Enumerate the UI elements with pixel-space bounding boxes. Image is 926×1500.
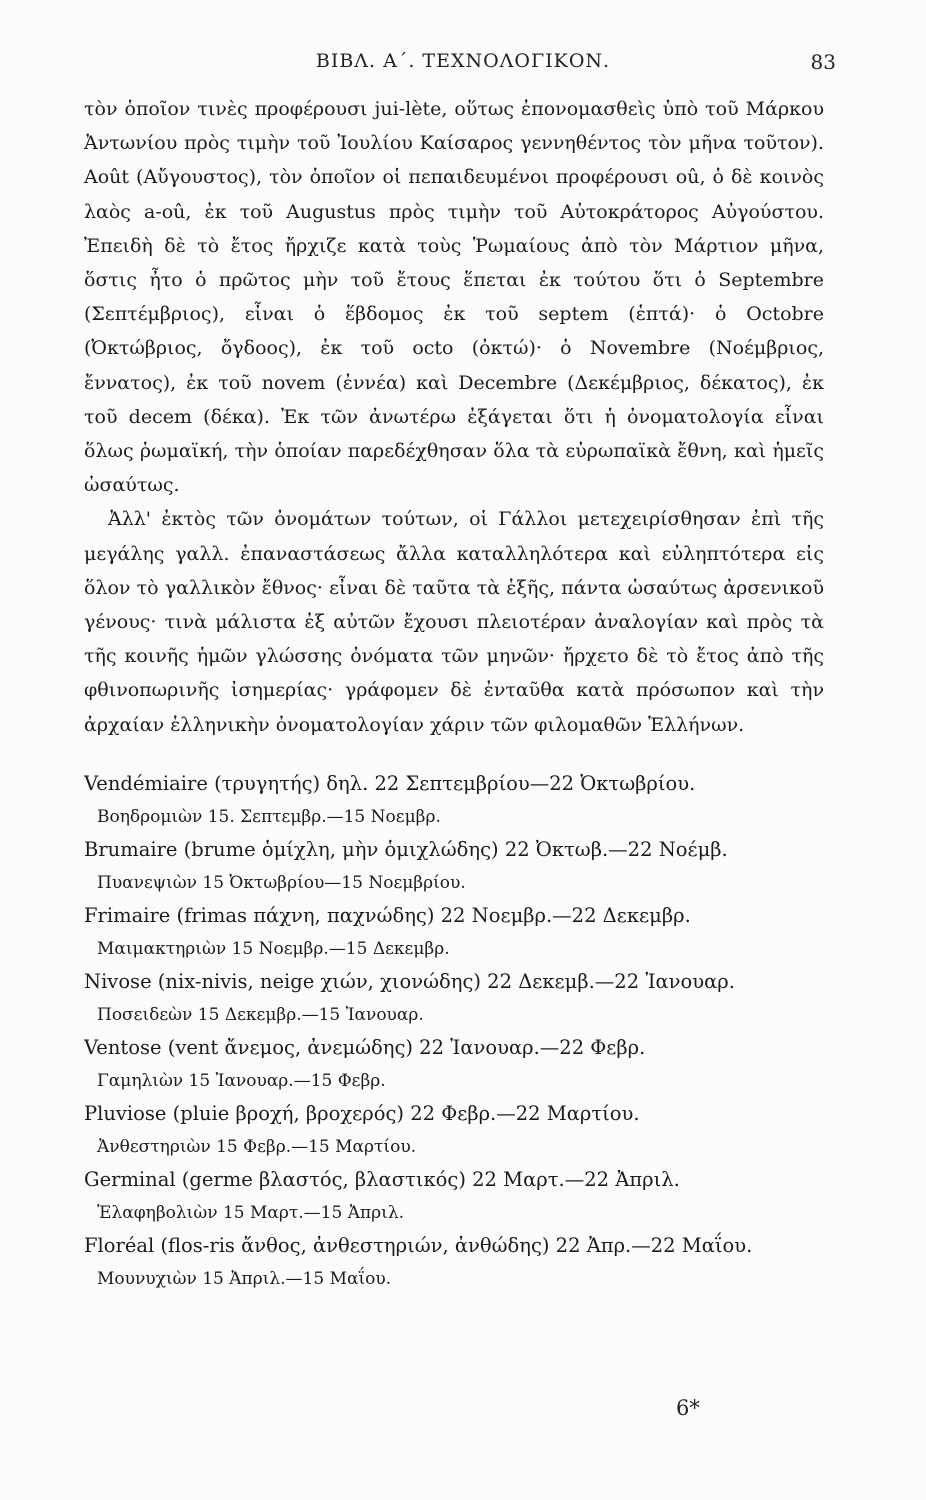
running-head: ΒΙΒΛ. Α΄. ΤΕΧΝΟΛΟΓΙΚΟΝ.	[315, 50, 611, 72]
month-french-line: Vendémiaire (τρυγητής) δηλ. 22 Σεπτεμβρίου—22 Ὀκτωβρίου.	[84, 772, 696, 795]
paragraph-roman-months: τὸν ὁποῖον τινὲς προφέρουσι jui-lète, οὕτως ἐπονομασθεὶς ὑπὸ τοῦ Μάρκου Ἀντωνίου πρὸς τιμὴν τοῦ Ἰουλίου Καίσαρος γεννηθέντος τὸν μῆνα τοῦτον). Août (Αὔγουστος), τὸν ὁποῖον οἱ πεπαιδευμένοι προφέρουσι οû, ὁ δὲ κοινὸς λαὸς a-oû, ἐκ τοῦ Augustus πρὸς τιμὴν τοῦ Αὐτοκράτορος Αὐγούστου. Ἐπειδὴ δὲ τὸ ἔτος ἤρχιζε κατὰ τοὺς Ῥωμαίους ἀπὸ τὸν Μάρτιον μῆνα, ὅστις ἦτο ὁ πρῶτος μὴν τοῦ ἔτους ἕπεται ἐκ τούτου ὅτι ὁ Septembre (Σεπτέμβριος), εἶναι ὁ ἕβδομος ἐκ τοῦ septem (ἑπτά)· ὁ Octobre (Ὀκτώβριος, ὄγδοος), ἐκ τοῦ octo (ὀκτώ)· ὁ Novembre (Νοέμβριος, ἔννατος), ἐκ τοῦ novem (ἐννέα) καὶ Decembre (Δεκέμβριος, δέκατος), ἐκ τοῦ decem (δέκα). Ἐκ τῶν ἀνωτέρω ἐξάγεται ὅτι ἡ ὀνοματολογία εἶναι ὅλως ῥωμαϊκή, τὴν ὁποίαν παρεδέχθησαν ὅλα τὰ εὐρωπαϊκὰ ἔθνη, καὶ ἡμεῖς ὡσαύτως.	[84, 98, 824, 497]
month-french-line: Nivose (nix-nivis, neige χιών, χιονώδης) 22 Δεκεμβ.—22 Ἰανουαρ.	[84, 970, 735, 993]
month-greek-line: Μουνυχιὼν 15 Ἀπριλ.—15 Μαΐου.	[97, 1269, 392, 1289]
page-body	[84, 92, 824, 742]
month-entry-floreal	[84, 1229, 824, 1295]
month-greek-line: Γαμηλιὼν 15 Ἰανουαρ.—15 Φεβρ.	[97, 1071, 386, 1091]
month-greek-line: Πυανεψιὼν 15 Ὀκτωβρίου—15 Νοεμβρίου.	[97, 873, 466, 893]
month-french-line: Ventose (vent ἄνεμος, ἀνεμώδης) 22 Ἰανουαρ.—22 Φεβρ.	[84, 1036, 646, 1059]
month-french-line: Frimaire (frimas πάχνη, παχνώδης) 22 Νοεμβρ.—22 Δεκεμβρ.	[84, 904, 691, 927]
paragraph-revolutionary-months: Ἀλλ' ἐκτὸς τῶν ὀνομάτων τούτων, οἱ Γάλλοι μετεχειρίσθησαν ἐπὶ τῆς μεγάλης γαλλ. ἐπαναστάσεως ἄλλα καταλληλότερα καὶ εὐληπτότερα εἰς ὅλον τὸ γαλλικὸν ἔθνος· εἶναι δὲ ταῦτα τὰ ἑξῆς, πάντα ὡσαύτως ἀρσενικοῦ γένους· τινὰ μάλιστα ἐξ αὐτῶν ἔχουσι πλειοτέραν ἀναλογίαν καὶ πρὸς τὰ τῆς κοινῆς ἡμῶν γλώσσης ὀνόματα τῶν μηνῶν· ἤρχετο δὲ τὸ ἔτος ἀπὸ τῆς φθινοπωρινῆς ἰσημερίας· γράφομεν δὲ ἐνταῦθα κατὰ πρόσωπον καὶ τὴν ἀρχαίαν ἑλληνικὴν ὀνοματολογίαν χάριν τῶν φιλομαθῶν Ἑλλήνων.	[84, 508, 824, 736]
page-header	[90, 50, 836, 84]
month-greek-line: Ποσειδεὼν 15 Δεκεμβρ.—15 Ἰανουαρ.	[97, 1005, 424, 1025]
month-greek-line: Βοηδρομιὼν 15. Σεπτεμβρ.—15 Νοεμβρ.	[97, 807, 441, 827]
month-french-line: Floréal (flos-ris ἄνθος, ἀνθεστηριών, ἀνθώδης) 22 Ἀπρ.—22 Μαΐου.	[84, 1234, 753, 1257]
month-list	[84, 767, 824, 1295]
month-french-line: Brumaire (brume ὁμίχλη, μὴν ὁμιχλώδης) 22 Ὀκτωβ.—22 Νοέμβ.	[84, 838, 728, 861]
month-entry-brumaire	[84, 833, 824, 899]
page-number: 83	[810, 50, 836, 74]
month-french-line: Pluviose (pluie βροχή, βροχερός) 22 Φεβρ.—22 Μαρτίου.	[84, 1102, 640, 1125]
month-entry-pluviose	[84, 1097, 824, 1163]
month-greek-line: Μαιμακτηριὼν 15 Νοεμβρ.—15 Δεκεμβρ.	[97, 939, 450, 959]
month-entry-vendemiaire	[84, 767, 824, 833]
month-greek-line: Ἀνθεστηριὼν 15 Φεβρ.—15 Μαρτίου.	[97, 1137, 417, 1157]
month-entry-frimaire	[84, 899, 824, 965]
signature-mark: 6*	[676, 1396, 700, 1420]
month-entry-nivose	[84, 965, 824, 1031]
month-entry-germinal	[84, 1163, 824, 1229]
month-greek-line: Ἐλαφηβολιὼν 15 Μαρτ.—15 Ἀπριλ.	[97, 1203, 404, 1223]
month-entry-ventose	[84, 1031, 824, 1097]
month-french-line: Germinal (germe βλαστός, βλαστικός) 22 Μαρτ.—22 Ἀπριλ.	[84, 1168, 680, 1191]
